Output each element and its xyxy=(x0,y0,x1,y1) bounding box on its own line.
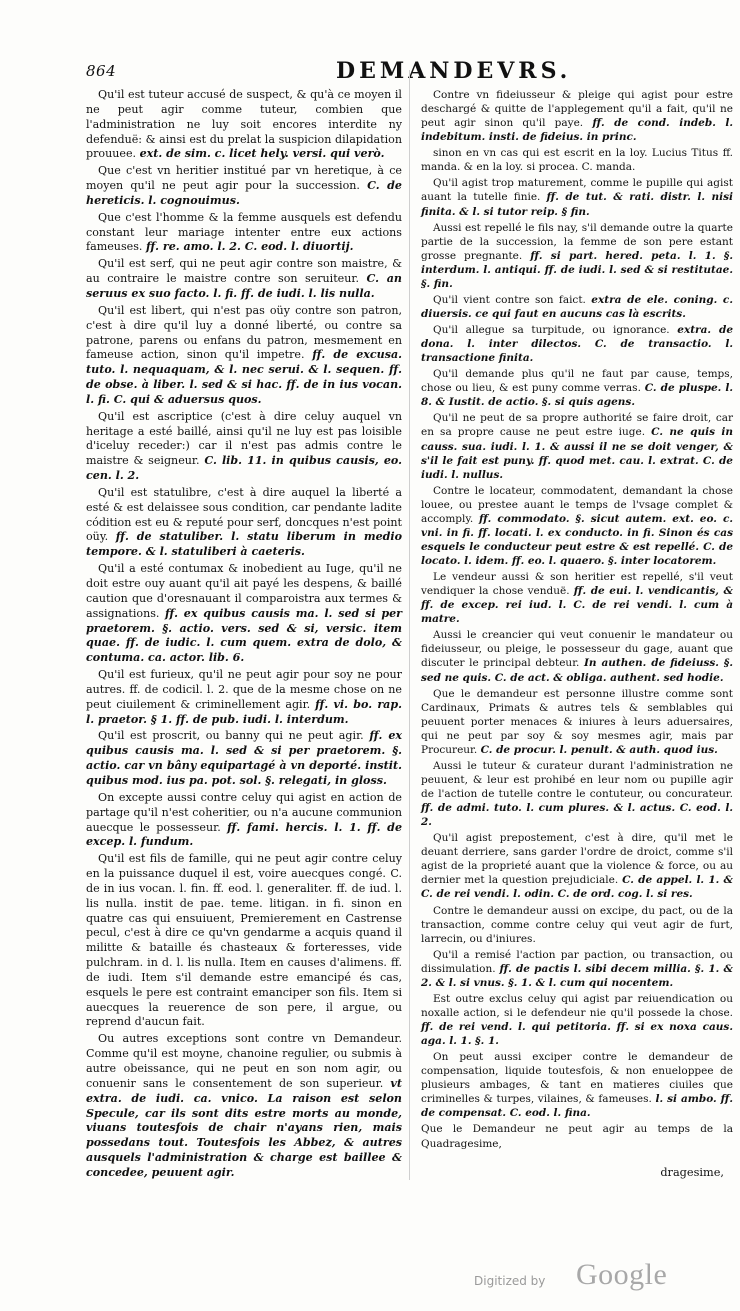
legal-citation: ff. ex quibus causis ma. l. sed si per praetorem. §. actio. vers. sed & si, versic. item quae. ff. de iudic. l. cum quem. extra de dolo, & contuma. ca. actor. lib. 6. xyxy=(86,606,402,665)
paragraph-text: Qu'il est furieux, qu'il ne peut agir pour soy ne pour autres. ff. de codicil. l. 2. que de la mesme chose on ne peut ciuilement & criminellement agir. xyxy=(86,668,402,711)
paragraph xyxy=(421,628,733,684)
paragraph xyxy=(421,570,733,626)
paragraph-text: Qu'il est libert, qui n'est pas oüy contre son patron, c'est à dire qu'il luy a donné liberté, ou contre sa patrone, parens ou enfans du patron, mesmement en fameuse action, sinon qu'il impetre. xyxy=(86,303,402,362)
paragraph-text: Le vendeur aussi & son heritier est repellé, s'il veut vendiquer la chose venduë. xyxy=(421,571,733,598)
paragraph-text: Qu'il a remisé l'action par paction, ou transaction, ou dissimulation. xyxy=(421,948,733,975)
paragraph-text: Qu'il vient contre son faict. xyxy=(433,293,586,306)
legal-citation: In authen. de fideiuss. §. sed ne quis. C. de act. & obliga. authent. sed hodie. xyxy=(421,657,733,684)
paragraph xyxy=(421,687,733,757)
legal-citation: C. de appel. l. 1. & C. de rei vendi. l. odin. C. de ord. cog. l. si res. xyxy=(421,874,733,901)
paragraph xyxy=(86,1032,402,1180)
paragraph xyxy=(86,486,402,560)
paragraph-text: On excepte aussi contre celuy qui agist en action de partage qu'il n'est coheritier, ou n'a aucune communion auecque le possesseur. xyxy=(86,790,402,834)
paragraph-text: Aussi le tuteur & curateur durant l'administration ne peuuent, & leur est prohibé en leur nom ou pupille agir de l'action de tutelle contre le contuteur, ou concurateur. xyxy=(421,759,733,800)
paragraph xyxy=(86,164,402,209)
paragraph xyxy=(86,852,402,1030)
legal-citation: ff. de cond. indeb. l. indebitum. insti. de fideius. in princ. xyxy=(421,117,733,144)
legal-citation: ff. de pactis l. sibi decem millia. §. 1. & 2. & l. si vnus. §. 1. & l. cum qui nocentem. xyxy=(421,962,733,989)
paragraph xyxy=(421,992,733,1048)
paragraph xyxy=(86,791,402,850)
paragraph xyxy=(86,729,402,788)
legal-citation: ff. de admi. tuto. l. cum plures. & l. actus. C. eod. l. 2. xyxy=(421,802,733,829)
legal-citation: ff. ex quibus causis ma. l. sed & si per praetorem. §. actio. car vn bâny equipartagé à vn deporté. instit. quibus mod. ius pa. pot. sol. §. relegati, in gloss. xyxy=(86,729,403,787)
paragraph-text: Qu'il ne peut de sa propre authorité se faire droit, car en sa propre cause ne peut estre iuge. xyxy=(421,412,733,439)
legal-citation: ff. de eui. l. vendicantis, & ff. de excep. rei iud. l. C. de rei vendi. l. cum à matre. xyxy=(421,585,733,626)
paragraph xyxy=(421,176,733,218)
catchword: dragesime, xyxy=(660,1166,724,1179)
watermark-digitized-text: Digitized by xyxy=(474,1274,546,1288)
page-number: 864 xyxy=(86,62,117,80)
legal-citation: C. ne quis in causs. sua. iudi. l. 1. & aussi il ne se doit venger, & s'il le fait est puny. ff. quod met. cau. l. extrat. C. de iudi. l. nullus. xyxy=(421,426,734,481)
paragraph xyxy=(421,484,733,568)
paragraph-text: Aussi le creancier qui veut conuenir le mandateur ou fideiusseur, ou pleige, le possesseur du gage, auant que discuter le principal debteur. xyxy=(421,629,733,670)
paragraph-text: sinon en vn cas qui est escrit en la loy. Lucius Titus ff. manda. & en la loy. si procea. C. manda. xyxy=(421,147,733,174)
paragraph-text: Qu'il est ascriptice (c'est à dire celuy auquel vn heritage a esté baillé, ainsi qu'il ne luy est pas loisible d'iceluy receder:) car il n'est pas admis contre le maistre & seigneur. xyxy=(86,409,402,468)
paragraph-text: Que c'est l'homme & la femme ausquels est defendu constant leur mariage intenter entre eux actions fameuses. xyxy=(86,210,402,254)
legal-citation: ff. fami. hercis. l. 1. ff. de excep. l. fundum. xyxy=(86,820,403,849)
legal-citation: ff. de statuliber. l. statu liberum in medio tempore. & l. statuliberi à caeteris. xyxy=(86,530,403,559)
legal-citation: extra. de dona. l. inter dilectos. C. de transactio. l. transactione finita. xyxy=(421,324,733,365)
legal-citation: ff. vi. bo. rap. l. praetor. § 1. ff. de pub. iudi. l. interdum. xyxy=(86,697,402,726)
paragraph xyxy=(86,410,402,484)
paragraph-text: Contre le demandeur aussi on excipe, du pact, ou de la transaction, comme contre celuy qui veut agir de furt, larrecin, ou d'iniures. xyxy=(421,904,733,945)
paragraph-text: Qu'il allegue sa turpitude, ou ignorance. xyxy=(433,324,670,336)
paragraph xyxy=(421,367,733,409)
paragraph xyxy=(421,831,733,901)
paragraph xyxy=(421,948,733,990)
paragraph-text: Que le demandeur est personne illustre comme sont Cardinaux, Primats & autres tels & semblables qui peuuent porter menaces & iniures à leurs aduersaires, qui ne peut par soy & soy mesmes agir, mais par Procureur. xyxy=(421,687,733,756)
legal-citation: C. an seruus ex suo facto. l. fi. ff. de iudi. l. lis nulla. xyxy=(86,272,402,300)
paragraph-text: Qu'il agist trop maturement, comme le pupille qui agist auant la tutelle finie. xyxy=(421,177,733,204)
paragraph xyxy=(86,562,402,666)
headword: DEMANDEVRS. xyxy=(336,58,572,84)
paragraph-text: Qu'il est fils de famille, qui ne peut agir contre celuy en la puissance duquel il est, voire auecques congé. C. de in ius vocan. l. fin. ff. eod. l. generaliter. ff. de iud. l. lis nulla. instit de pae. teme. litigan. in fi. sinon en quatre cas qui ensuiuent, Premierement en Castrense pecul, c'est à dire ce qu'vn gendarme a acquis quand il militte & bataille és chasteaux & forteresses, vide pulchram. in d. l. lis nulla. Item en causes d'alimens. ff. de iudi. Item s'il demande estre emancipé és cas, esquels le pere est contraint emanciper son fils. Item si auecques la reuerence de son pere, il argue, ou reprend d'aucun fait. xyxy=(86,852,402,1029)
paragraph-text: Contre le locateur, commodatent, demandant la chose louee, ou prestee auant le temps de l'vsage complet & accomply. xyxy=(421,484,733,525)
legal-citation: l. si ambo. ff. de compensat. C. eod. l. fina. xyxy=(421,1093,733,1120)
paragraph-text: Ou autres exceptions sont contre vn Demandeur. Comme qu'il est moyne, chanoine regulier, ou submis à autre obeissance, qui ne peut en son nom agir, ou conuenir sans le consentement de son superieur. xyxy=(86,1032,402,1090)
paragraph-text: Qu'il est proscrit, ou banny qui ne peut agir. xyxy=(98,729,364,743)
paragraph xyxy=(421,1050,733,1120)
legal-citation: ff. si part. hered. peta. l. 1. §. interdum. l. antiqui. ff. de iudi. l. sed & si restitutae. §. fin. xyxy=(421,249,734,290)
paragraph xyxy=(421,293,733,321)
paragraph xyxy=(421,904,733,946)
paragraph xyxy=(421,1122,733,1150)
paragraph-text: Qu'il est tuteur accusé de suspect, & qu'à ce moyen il ne peut agir comme tuteur, combien que l'administration ne luy soit encores interdite ny defenduë: & ainsi est du prelat la suspicion dilapidation prouuee. xyxy=(86,88,402,161)
paragraph xyxy=(421,221,733,291)
legal-citation: C. de procur. l. penult. & auth. quod ius. xyxy=(480,743,718,756)
running-head xyxy=(86,58,726,88)
left-column xyxy=(86,88,402,1183)
legal-citation: ff. re. amo. l. 2. C. eod. l. diuortij. xyxy=(145,240,354,254)
paragraph xyxy=(86,211,402,256)
paragraph xyxy=(86,304,402,408)
paragraph xyxy=(86,88,402,162)
legal-citation: ff. de rei vend. l. qui petitoria. ff. si ex noxa caus. aga. l. 1. §. 1. xyxy=(421,1021,733,1048)
legal-citation: extra de ele. coning. c. diuersis. ce qui faut en aucuns cas là escrits. xyxy=(421,293,733,320)
paragraph-text: Est outre exclus celuy qui agist par reiuendication ou noxalle action, si le defendeur nie qu'il possede la chose. xyxy=(421,992,733,1019)
legal-citation: C. de pluspe. l. 8. & Iustit. de actio. §. si quis agens. xyxy=(421,382,734,409)
legal-citation: ext. de sim. c. licet hely. versi. qui verò. xyxy=(139,147,385,161)
legal-citation: ff. de excusa. tuto. l. nequaquam, & l. nec serui. & l. sequen. ff. de obse. à liber. l. sed & si hac. ff. de in ius vocan. l. fi. C. qui & aduersus quos. xyxy=(86,348,403,406)
paragraph-text: Qu'il a esté contumax & inobedient au Iuge, qu'il ne doit estre ouy auant qu'il ait payé les despens, & baillé caution que d'oresnauant il comparoistra aux termes & assignations. xyxy=(86,562,402,620)
paragraph-text: Aussi est repellé le fils nay, s'il demande outre la quarte partie de la succession, la femme de son pere estant grosse pregnante. xyxy=(421,221,733,262)
paragraph xyxy=(421,88,733,144)
paragraph-text: Qu'il demande plus qu'il ne faut par cause, temps, chose ou lieu, & est puny comme verras. xyxy=(421,368,733,395)
paragraph-text: Qu'il agist prepostement, c'est à dire, qu'il met le deuant derriere, sans garder l'ordre de droict, comme s'il agist de la proprieté auant que la violence & force, ou au dernier met la question prejudiciale. xyxy=(421,832,733,887)
paragraph-text: Qu'il est statulibre, c'est à dire auquel la liberté a esté & est delaissee sous condition, car pendante ladite códition est eu & reputé pour serf, doncques n'est point oüy. xyxy=(86,485,402,544)
paragraph-text: Que le Demandeur ne peut agir au temps de la Quadragesime, xyxy=(421,1123,733,1150)
legal-citation: ff. commodato. §. sicut autem. ext. eo. c. vni. in fi. ff. locati. l. ex conducto. in fi. Sinon és cas esquels le conducteur peut estre & est repellé. C. de locato. l. idem. ff. eo. l. quaero. §. inter locatorem. xyxy=(421,512,734,567)
right-column xyxy=(421,88,733,1153)
paragraph-text: Qu'il est serf, qui ne peut agir contre son maistre, & au contraire le maistre contre son seruiteur. xyxy=(86,257,402,286)
google-logo: Google xyxy=(576,1258,668,1291)
paragraph xyxy=(86,257,402,302)
paragraph xyxy=(421,411,733,481)
paragraph-text: Que c'est vn heritier institué par vn heretique, à ce moyen qu'il ne peut agir pour la succession. xyxy=(86,164,402,193)
paragraph xyxy=(421,146,733,174)
paragraph xyxy=(86,668,402,727)
google-watermark xyxy=(468,1258,738,1298)
column-divider xyxy=(409,70,410,1180)
paragraph xyxy=(421,759,733,829)
paragraph-text: On peut aussi exciper contre le demandeur de compensation, liquide toutesfois, & non enueloppee de plusieurs ambages, & tant en matieres ciuiles que criminelles & turpes, vilaines, & fameuses. xyxy=(421,1051,733,1106)
legal-citation: C. de hereticis. l. cognouimus. xyxy=(86,179,402,207)
legal-citation: ff. de tut. & rati. distr. l. nisi finita. & l. si tutor reip. § fin. xyxy=(421,191,733,218)
legal-citation: C. lib. 11. in quibus causis, eo. cen. l. 2. xyxy=(86,454,402,483)
legal-citation: vt extra. de iudi. ca. vnico. La raison est selon Specule, car ils sont dits estre morts au monde, viuans toutesfois de chair n'ayans rien, mais possedans tout. Toutesfois les Abbez, & autres ausquels l'administration & charge est baillee & concedee, peuuent agir. xyxy=(86,1076,402,1179)
paragraph xyxy=(421,323,733,365)
paragraph-text: Contre vn fideiusseur & pleige qui agist pour estre deschargé & quitte de l'applegement qu'il a fait, qu'il ne peut agir sinon qu'il paye. xyxy=(421,89,733,130)
